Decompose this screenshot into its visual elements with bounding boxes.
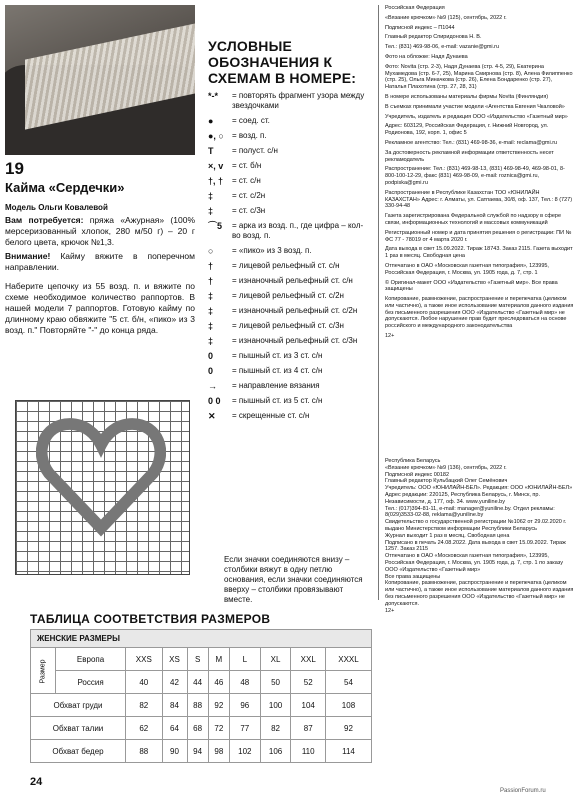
imprint-line: © Оригинал-макет ООО «Издательство «Газетный мир». Все права защищены [385, 279, 558, 293]
table-cell: 64 [162, 717, 187, 740]
legend-text: = направление вязания [232, 381, 320, 390]
table-cell: 104 [291, 694, 326, 717]
legend-item [208, 206, 370, 216]
legend-text: = изнаночный рельефный ст. с/2н [232, 306, 358, 315]
table-cell: 54 [325, 671, 371, 694]
table-cell: 96 [229, 694, 260, 717]
legend-text: = ст. с/3н [232, 206, 266, 215]
stitch-symbol-icon: T [208, 146, 214, 156]
imprint-line: За достоверность рекламной информации ответственность несет рекламодатель [385, 149, 554, 163]
attention-paragraph: Внимание! Кайму вяжите в поперечном направлении. [5, 251, 195, 272]
imprint-line: Распространение: Тел.: (831) 469-98-13, (831) 469-98-49, 469-98-01, 8-800-100-12-29, факс (831) 469-98-09, e-mail: roznica@gmi.ru, podpiska@gmi.ru [385, 166, 565, 186]
table-cell: 108 [325, 694, 371, 717]
imprint-line: Тел.: (017)394-81-11, e-mail: manager@yunilinе.by. Отдел рекламы: 8(029)3533-02-88, reklama@yunilinе.by [385, 505, 555, 519]
table-cell: 62 [126, 717, 162, 740]
stitch-symbol-icon: ‡ [208, 206, 214, 216]
legend-list [208, 91, 370, 421]
legend-item [208, 321, 370, 331]
table-cell: 100 [260, 694, 291, 717]
imprint-line: Учредитель, издатель и редакция ООО «Издательство «Газетный мир» [385, 113, 568, 120]
legend-text: = изнаночный рельефный ст. с/3н [232, 336, 358, 345]
stitch-symbol-icon: 0 0 [208, 396, 221, 406]
legend-item [208, 116, 370, 126]
legend-text: = возд. п. [232, 131, 267, 140]
site-watermark: PassionForum.ru [500, 788, 546, 794]
lace-photo [5, 5, 195, 155]
imprint-line: Все права защищены [385, 573, 441, 580]
table-cell: 77 [229, 717, 260, 740]
imprint-line: Отпечатано в ОАО «Московская газетная типография», 123995, Российская Федерация, г. Москва, ул. 1905 года, д. 7, стр. 1 [385, 262, 549, 276]
table-cell: 82 [260, 717, 291, 740]
imprint-line: Копирование, размножение, распространение и перепечатка (целиком или частично), а также иное использование материалов данного издания без письменного разрешения ООО «Издательство «Газетный мир» не допускаются. [385, 580, 574, 607]
legend-column [208, 38, 370, 421]
legend-item [208, 161, 370, 171]
materials-paragraph: Вам потребуется: пряжа «Ажурная» (100% мерсеризованный хлопок, 280 м/50 г) – 20 г белого цвета, крючок №1,3. [5, 215, 196, 247]
legend-text: = арка из возд. п., где цифра – кол-во возд. п. [232, 221, 364, 240]
stitch-symbol-icon: 0 [208, 366, 214, 376]
legend-text: = пышный ст. из 4 ст. с/н [232, 366, 323, 375]
table-cell: 114 [325, 740, 371, 763]
heart-motif [36, 411, 166, 541]
table-cell: 87 [291, 717, 326, 740]
legend-item [208, 366, 370, 376]
stitch-symbol-icon: †, † [208, 176, 224, 186]
legend-item [208, 221, 370, 241]
legend-text: = лицевой рельефный ст. с/н [232, 261, 340, 270]
legend-item [208, 351, 370, 361]
table-cell: 72 [208, 717, 229, 740]
table-cell: XXL [291, 648, 326, 671]
row-label: Обхват груди [31, 694, 126, 717]
stitch-symbol-icon: ‡ [208, 321, 214, 331]
table-row [31, 717, 372, 740]
imprint-line: 12+ [385, 333, 395, 340]
legend-text: = ст. с/2н [232, 191, 266, 200]
imprint-line: Фото: Novita (стр. 2-3), Надя Дунаева (стр. 4-5, 29), Екатерина Мухамедова (стр. 6-7, 25), Марина Смирнова (стр. 8), Алена Филиппенко (стр. 25), Ольга Миначкова (стр. 26), Елена Бондаренко (стр. 27), Наталья Плахотина (стр. 27, 28, 31) [385, 63, 573, 91]
row-label: Европа [56, 648, 126, 671]
legend-item [208, 191, 370, 201]
table-row [31, 740, 372, 763]
legend-text: = изнаночный рельефный ст. с/н [232, 276, 353, 285]
stitch-symbol-icon: ⌒5 [208, 221, 223, 231]
legend-text: = «пико» из 3 возд. п. [232, 246, 312, 255]
size-group-label: Размер [31, 648, 56, 694]
size-table [30, 629, 372, 763]
imprint-line: Отпечатано в ОАО «Московская газетная типография», 123995, Российская Федерация, г. Москва, ул. 1905 года, д. 7, стр. 1 по заказу ООО «Издательство «Газетный мир» [385, 553, 563, 573]
table-cell: 92 [325, 717, 371, 740]
stitch-symbol-icon: ×, v [208, 161, 224, 171]
legend-item [208, 336, 370, 346]
table-cell: 90 [162, 740, 187, 763]
table-cell: 92 [208, 694, 229, 717]
pattern-title: Кайма «Сердечки» [5, 180, 125, 195]
instructions-paragraph: Наберите цепочку из 55 возд. п. и вяжите по схеме необходимое количество раппортов. В нашей модели 7 раппортов. Готовую кайму по длинному краю обвяжите "5 ст. б/н, «пико» из 3 возд. п." Повторяйте "-" до конца ряда. [5, 281, 195, 335]
imprint-line: Фото на обложке: Надя Дунаева [385, 53, 468, 60]
imprint-line: Регистрационный номер и дата принятия решения о регистрации: ПИ № ФС 77 - 78019 от 4 марта 2020 г. [385, 229, 572, 243]
imprint-line: Дата выхода в свет 15.09.2022. Тираж 18743. Заказ 2115. Газета выходит 1 раз в месяц. Свободная цена [385, 246, 573, 260]
stitch-symbol-icon: † [208, 276, 214, 286]
imprint-line: Газета зарегистрирована Федеральной службой по надзору в сфере связи, информационных технологий и массовых коммуникаций [385, 213, 562, 226]
table-cell: 84 [162, 694, 187, 717]
pattern-description [5, 160, 195, 336]
table-cell: 46 [208, 671, 229, 694]
table-cell: 50 [260, 671, 291, 694]
table-row [31, 648, 372, 671]
table-cell: 68 [187, 717, 208, 740]
imprint-line: Главный редактор Спиридонова Н. В. [385, 34, 482, 41]
imprint-line: 12+ [385, 607, 395, 614]
table-cell: 40 [126, 671, 162, 694]
imprint-line: Рекламное агентство: Тел.: (831) 469-98-36, e-mail: reclama@gmi.ru [385, 139, 558, 146]
stitch-symbol-icon: ‡ [208, 191, 214, 201]
stitch-symbol-icon: ○ [208, 246, 214, 256]
imprint-line: Подписной индекс 00182 [385, 471, 450, 478]
imprint-line: Республика Беларусь [385, 458, 441, 464]
legend-item [208, 131, 370, 141]
legend-item [208, 381, 370, 391]
row-label: Россия [56, 671, 126, 694]
table-row [31, 671, 372, 694]
size-table-subtitle: ЖЕНСКИЕ РАЗМЕРЫ [31, 630, 372, 648]
column-divider [378, 5, 379, 600]
imprint-line: Адрес редакции: 220125, Республика Беларусь, г. Минск, пр. Независимости, д. 177, оф. 34. www.yunilinе.by [385, 491, 540, 505]
table-cell: 102 [229, 740, 260, 763]
stitch-symbol-icon: *-* [208, 91, 219, 101]
row-label: Обхват бедер [31, 740, 126, 763]
imprint-belarus [385, 458, 575, 614]
legend-heading: УСЛОВНЫЕ ОБОЗНАЧЕНИЯ К СХЕМАМ В НОМЕРЕ: [208, 38, 357, 86]
legend-item [208, 91, 370, 111]
imprint-line: Свидетельство о государственной регистрации №1062 от 29.02.2020 г. выдано Министерством информации Республики Беларусь [385, 519, 567, 532]
table-cell: 48 [229, 671, 260, 694]
table-cell: M [208, 648, 229, 671]
legend-note: Если значки соединяются внизу – столбики вяжут в одну петлю основания, если значки соединяются вверху – столбики провязывают вместе. [224, 555, 363, 604]
table-cell: 106 [260, 740, 291, 763]
stitch-symbol-icon: ✕ [208, 411, 216, 421]
imprint-line: Тел.: (831) 469-98-06, e-mail: vazanie@gmi.ru [385, 44, 500, 51]
table-row [31, 694, 372, 717]
row-label: Обхват талии [31, 717, 126, 740]
imprint-line: Распространение в Республике Казахстан ТОО «ЮНИЛАЙН КАЗАХСТАН» Адрес: г. Алматы, ул. Сатпаева, 30/8, оф. 137, Тел.: 8 (727) 330-94-48 [385, 189, 573, 210]
imprint-line: В номере использованы материалы фирмы Novita (Финляндия) [385, 93, 549, 100]
legend-text: = лицевой рельефный ст. с/2н [232, 291, 344, 300]
legend-text: = ст. с/н [232, 176, 261, 185]
table-cell: XXXL [325, 648, 371, 671]
imprint-line: Адрес: 603129, Российская Федерация, г. Нижний Новгород, ул. Родионова, 192, корп. 1, офис 5 [385, 123, 549, 137]
stitch-symbol-icon: ● [208, 116, 214, 126]
pattern-author: Модель Ольги Ковалевой [5, 203, 108, 212]
table-cell: L [229, 648, 260, 671]
legend-text: = соед. ст. [232, 116, 270, 125]
legend-item [208, 276, 370, 286]
stitch-symbol-icon: † [208, 261, 214, 271]
size-table-title: ТАБЛИЦА СООТВЕТСТВИЯ РАЗМЕРОВ [30, 612, 271, 626]
legend-item [208, 146, 370, 156]
table-cell: 52 [291, 671, 326, 694]
table-cell: 88 [187, 694, 208, 717]
stitch-symbol-icon: ‡ [208, 306, 214, 316]
imprint-line: Журнал выходит 1 раз в месяц. Свободная цена [385, 532, 510, 539]
legend-item [208, 176, 370, 186]
stitch-symbol-icon: ‡ [208, 291, 214, 301]
table-cell: 94 [187, 740, 208, 763]
stitch-symbol-icon: 0 [208, 351, 214, 361]
table-cell: 88 [126, 740, 162, 763]
legend-text: = повторять фрагмент узора между звездочками [232, 91, 365, 110]
legend-text: = полуст. с/н [232, 146, 278, 155]
legend-text: = лицевой рельефный ст. с/3н [232, 321, 344, 330]
imprint-russia [385, 5, 575, 343]
table-cell: XXS [126, 648, 162, 671]
table-cell: 44 [187, 671, 208, 694]
imprint-line: «Вязание крючком» №9 (136), сентябрь, 2022 г. [385, 464, 507, 471]
imprint-line: В съемках принимали участие модели «Агентства Евгения Чкаловой» [385, 103, 565, 110]
imprint-line: «Вязание крючком» №9 (125), сентябрь, 2022 г. [385, 14, 507, 21]
imprint-line: Копирование, размножение, распространение и перепечатка (целиком или частично), а также иное использование материалов данного издания без письменного разрешения ООО «Издательство «Газетный мир» не допускаются. Любое нарушение прав будет преследоваться на основе российского и международного законодательства [385, 296, 574, 330]
legend-text: = пышный ст. из 5 ст. с/н [232, 396, 323, 405]
legend-text: = пышный ст. из 3 ст. с/н [232, 351, 323, 360]
legend-item [208, 306, 370, 316]
legend-item [208, 411, 370, 421]
table-cell: 110 [291, 740, 326, 763]
imprint-line: Главный редактор Кульбацкий Олег Семёнович [385, 478, 508, 485]
stitch-symbol-icon: ●, ○ [208, 131, 224, 141]
table-cell: XL [260, 648, 291, 671]
crochet-chart [15, 400, 190, 575]
pattern-number: 19 [5, 159, 24, 178]
imprint-line: Российская Федерация [385, 5, 445, 11]
table-cell: 42 [162, 671, 187, 694]
legend-item [208, 261, 370, 271]
legend-text: = ст. б/н [232, 161, 262, 170]
table-cell: S [187, 648, 208, 671]
imprint-line: Учредитель: ООО «ЮНИЛАЙН-БЕЛ». Редакция: ООО «ЮНИЛАЙН-БЕЛ» [385, 485, 573, 492]
legend-item [208, 246, 370, 256]
stitch-symbol-icon: → [208, 381, 217, 391]
legend-item [208, 396, 370, 406]
page-number: 24 [30, 776, 43, 788]
table-cell: 82 [126, 694, 162, 717]
imprint-line: Подписной индекс – П1044 [385, 24, 455, 31]
legend-text: = скрещенные ст. с/н [232, 411, 310, 420]
table-cell: XS [162, 648, 187, 671]
legend-item [208, 291, 370, 301]
table-cell: 98 [208, 740, 229, 763]
stitch-symbol-icon: ‡ [208, 336, 214, 346]
imprint-line: Подписано в печать 24.08.2022. Дата выхода в свет 15.09.2022. Тираж 1257. Заказ 2115 [385, 539, 566, 553]
